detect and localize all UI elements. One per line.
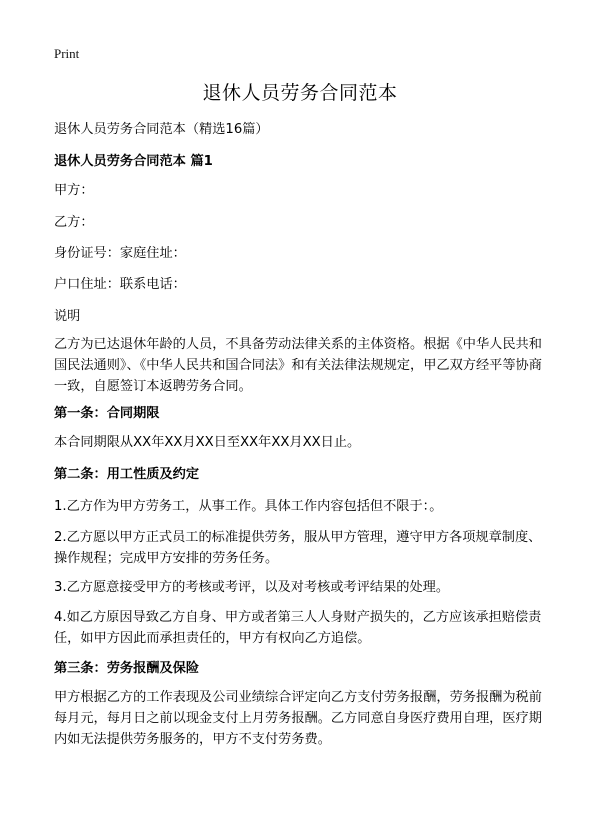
document-subtitle: 退休人员劳务合同范本（精选16篇）: [54, 122, 269, 137]
print-label: Print: [54, 46, 80, 61]
explanation-label: 说明: [54, 309, 81, 324]
id-and-address-field: 身份证号：家庭住址：: [54, 246, 186, 261]
article-2-item-4: 4.如乙方原因导致乙方自身、甲方或者第三人人身财产损失的，乙方应该承担赔偿责任，如甲方因此而承担责任的，甲方有权向乙方追偿。: [54, 610, 542, 646]
article-2-item-2: 2.乙方愿以甲方正式员工的标准提供劳务，服从甲方管理，遵守甲方各项规章制度、操作规程；完成甲方安排的劳务任务。: [54, 530, 542, 566]
article-1-title: 第一条：合同期限: [54, 406, 160, 421]
article-1-text: 本合同期限从XX年XX月XX日至XX年XX月XX日止。: [54, 435, 361, 450]
explanation-paragraph: 乙方为已达退休年龄的人员，不具备劳动法律关系的主体资格。根据《中华人民共和国民法通则》、《中华人民共和国合同法》和有关法律法规规定，甲乙双方经平等协商一致，自愿签订本返聘劳务合同。: [54, 337, 542, 394]
section-heading: 退休人员劳务合同范本 篇1: [54, 154, 213, 169]
party-b-field: 乙方：: [54, 215, 94, 230]
article-2-item-3: 3.乙方愿意接受甲方的考核或考评，以及对考核或考评结果的处理。: [54, 580, 450, 595]
article-2-title: 第二条：用工性质及约定: [54, 467, 200, 482]
document-title: 退休人员劳务合同范本: [202, 82, 398, 104]
article-2-item-1: 1.乙方作为甲方劳务工，从事工作。具体工作内容包括但不限于：。: [54, 499, 443, 514]
article-3-title: 第三条：劳务报酬及保险: [54, 661, 200, 676]
hukou-and-phone-field: 户口住址：联系电话：: [54, 277, 186, 292]
party-a-field: 甲方：: [54, 183, 94, 198]
article-3-text: 甲方根据乙方的工作表现及公司业绩综合评定向乙方支付劳务报酬，劳务报酬为税前每月元，每月日之前以现金支付上月劳务报酬。乙方同意自身医疗费用自理，医疗期内如无法提供劳务服务的，甲方不支付劳务费。: [54, 690, 542, 747]
